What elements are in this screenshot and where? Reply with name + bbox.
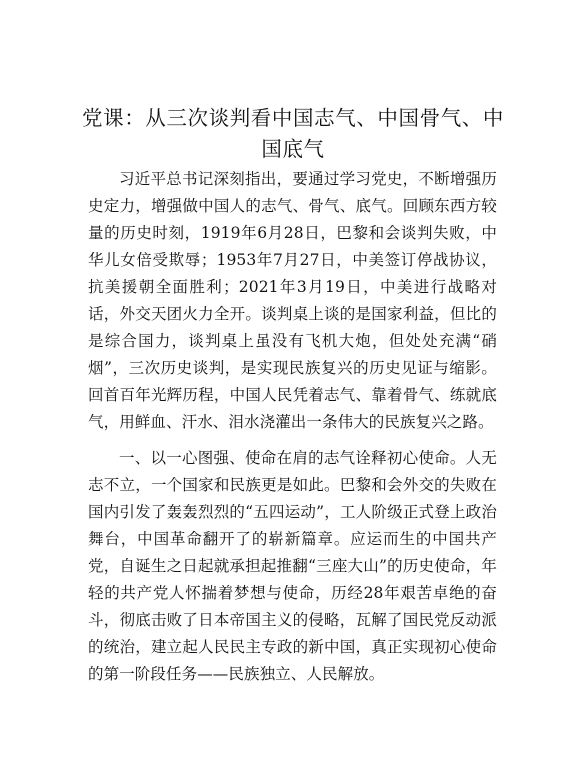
document-body (88, 166, 497, 697)
intro-paragraph: 习近平总书记深刻指出，要通过学习党史，不断增强历史定力，增强做中国人的志气、骨气、底气。回顾东西方较量的历史时刻，1919年6月28日，巴黎和会谈判失败，中华儿女倍受欺辱；1953年7月27日，中美签订停战协议，抗美援朝全面胜利；2021年3月19日，中美进行战略对话，外交天团火力全开。谈判桌上谈的是国家利益，但比的是综合国力，谈判桌上虽没有飞机大炮，但处处充满“硝烟”，三次历史谈判，是实现民族复兴的历史见证与缩影。回首百年光辉历程，中国人民凭着志气、靠着骨气、练就底气，用鲜血、汗水、泪水浇灌出一条伟大的民族复兴之路。 (88, 170, 497, 431)
document-title: 党课：从三次谈判看中国志气、中国骨气、中国底气 (82, 106, 504, 161)
section-one-paragraph: 一、以一心图强、使命在肩的志气诠释初心使命。人无志不立，一个国家和民族更是如此。巴黎和会外交的失败在国内引发了轰轰烈烈的“五四运动”，工人阶级正式登上政治舞台，中国革命翻开了的崭新篇章。应运而生的中国共产党，自诞生之日起就承担起推翻“三座大山”的历史使命，年轻的共产党人怀揣着梦想与使命，历经28年艰苦卓绝的奋斗，彻底击败了日本帝国主义的侵略，瓦解了国民党反动派的统治，建立起人民民主专政的新中国，真正实现初心使命的第一阶段任务——民族独立、人民解放。 (88, 449, 497, 683)
